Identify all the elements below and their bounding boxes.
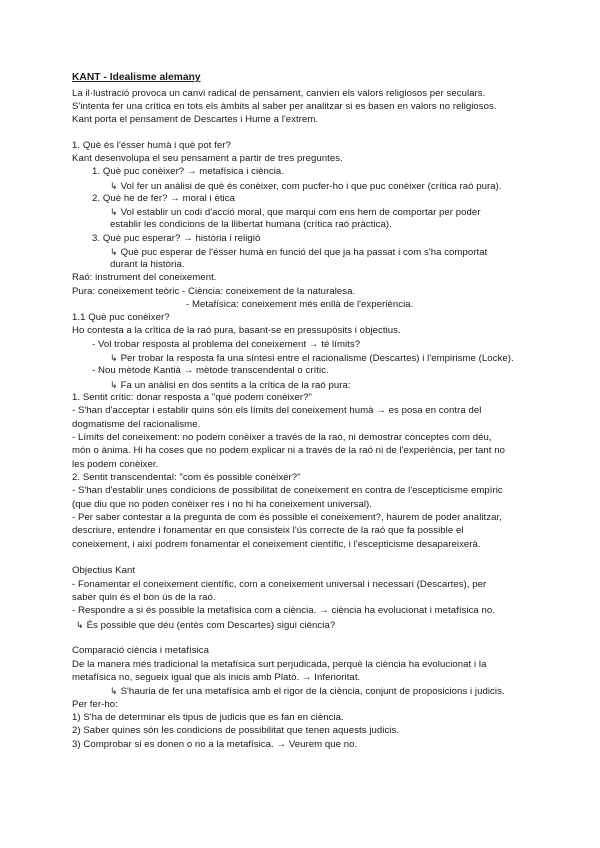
comparison-line-2: metafísica no, segueix igual que als inicis amb Plató. → Inferioritat. bbox=[72, 672, 361, 683]
sub-arrow-icon: ↳ bbox=[110, 380, 118, 390]
comparison-step-2: 2) Saber quines són les condicions de possibilitat que tenen aquests judicis. bbox=[72, 725, 400, 736]
comparison-line-3: ↳ S'hauria de fer una metafísica amb el rigor de la ciència, conjunt de proposicions i judicis. bbox=[110, 686, 505, 697]
section-1-1-lead: Ho contesta a la crítica de la raó pura, basant-se en pressupòsits i objectius. bbox=[72, 325, 401, 336]
document-title: KANT - Idealisme alemany bbox=[72, 72, 201, 83]
comparison-step-3: 3) Comprobar si es donen o no a la metafísica. → Veurem que no. bbox=[72, 739, 358, 750]
question-2: 2. Què he de fer? → moral i ètica bbox=[92, 193, 235, 204]
question-1: 1. Què puc conèixer? → metafísica i ciència. bbox=[92, 166, 285, 177]
sub-arrow-icon: ↳ bbox=[76, 620, 84, 630]
section-1-lead: Kant desenvolupa el seu pensament a partir de tres preguntes. bbox=[72, 153, 343, 164]
intro-line-2: S'intenta fer una crítica en tots els àmbits al saber per analitzar si es basen en valors no religiosos. bbox=[72, 101, 497, 112]
comparison-step-1: 1) S'ha de determinar els tipus de judicis que es fan en ciència. bbox=[72, 712, 344, 723]
sub-arrow-icon: ↳ bbox=[110, 247, 118, 257]
comparison-line-1: De la manera més tradicional la metafísica surt perjudicada, perquè la ciència ha evolucionat i la bbox=[72, 659, 487, 670]
rao-definition: Raó: instrument del coneixement. bbox=[72, 272, 217, 283]
question-3-sub-cont: durant la història. bbox=[110, 259, 185, 270]
comparison-heading: Comparació ciència i metafísica bbox=[72, 645, 209, 656]
question-1-sub: ↳ Vol fer un anàlisi de què és conèixer, com pucfer-ho i que puc conèixer (crítica raó pura). bbox=[110, 181, 502, 192]
bullet-problem: - Vol trobar resposta al problema del coneixement → té límits? bbox=[92, 339, 361, 350]
question-3: 3. Què puc esperar? → història i religió bbox=[92, 233, 261, 244]
objectives-line-1: - Fonamentar el coneixement científic, com a coneixement universal i necessari (Descartes), per bbox=[72, 579, 487, 590]
transcendental-line-2: (que diu que no poden conèixer res i no hi ha coneixement universal). bbox=[72, 499, 372, 510]
metafisica-definition: - Metafísica: coneixement més enllà de l'experiència. bbox=[186, 299, 414, 310]
pura-definition: Pura: coneixement teòric - Ciència: coneixement de la naturalesa. bbox=[72, 286, 356, 297]
objectives-line-4: ↳ És possible que déu (entès com Descartes) sigui ciència? bbox=[76, 620, 336, 631]
objectives-line-3: - Respondre a si és possible la metafísica com a ciència. → ciència ha evolucionat i metafísica no. bbox=[72, 605, 496, 616]
sub-arrow-icon: ↳ bbox=[110, 207, 118, 217]
critical-sense-heading: 1. Sentit crític: donar resposta a "què podem conèixer?" bbox=[72, 392, 312, 403]
bullet-method: - Nou mètode Kantià → mètode transcendental o crític. bbox=[92, 365, 329, 376]
transcendental-line-1: - S'han d'establir unes condicions de possibilitat de coneixement en contra de l'escepticisme empíric bbox=[72, 485, 503, 496]
section-1-heading: 1. Què és l'ésser humà i què pot fer? bbox=[72, 140, 231, 151]
transcendental-line-5: coneixement, i així podrem fonamentar el coneixement científic, i l'escepticisme desapareixerà. bbox=[72, 539, 481, 550]
question-2-sub-cont: establir les condicions de la llibertat humana (crítica raó pràctica). bbox=[110, 219, 392, 230]
critical-line-5: les podem conèixer. bbox=[72, 459, 159, 470]
critical-line-1: - S'han d'acceptar i establir quins són els límits del coneixement humà → es posa en contra del bbox=[72, 405, 482, 416]
question-2-sub: ↳ Vol establir un codi d'acció moral, que marqui com ens hem de comportar per poder bbox=[110, 207, 481, 218]
critical-line-3: - Límits del coneixement: no podem conèixer a través de la raó, ni demostrar conceptes com déu, bbox=[72, 432, 492, 443]
question-3-sub: ↳ Què puc esperar de l'ésser humà en funció del que ja ha passat i com s'ha comportat bbox=[110, 247, 488, 258]
transcendental-line-3: - Per saber contestar a la pregunta de com és possible el coneixement?, haurem de poder analitzar, bbox=[72, 512, 502, 523]
critical-line-2: dogmatisme del racionalisme. bbox=[72, 419, 201, 430]
intro-line-1: La il·lustració provoca un canvi radical de pensament, canvien els valors religiosos per seculars. bbox=[72, 88, 486, 99]
transcendental-sense-heading: 2. Sentit transcendental: "com és possible conèixer?" bbox=[72, 472, 301, 483]
objectives-line-2: saber quin és el bon ús de la raó. bbox=[72, 592, 216, 603]
transcendental-line-4: descriure, entendre i fonamentar en que consisteix l'ús correcte de la raó que fa possible el bbox=[72, 525, 464, 536]
critical-line-4: món o ànima. Hi ha coses que no podem explicar ni a través de la raó ni de l'experiència, per tant no bbox=[72, 445, 505, 456]
comparison-line-4: Per fer-ho: bbox=[72, 699, 118, 710]
sub-arrow-icon: ↳ bbox=[110, 353, 118, 363]
sub-arrow-icon: ↳ bbox=[110, 181, 118, 191]
objectives-heading: Objectius Kant bbox=[72, 565, 136, 576]
intro-line-3: Kant porta el pensament de Descartes i Hume a l'extrem. bbox=[72, 114, 319, 125]
sub-arrow-icon: ↳ bbox=[110, 686, 118, 696]
bullet-method-sub: ↳ Fa un anàlisi en dos sentits a la crítica de la raó pura: bbox=[110, 380, 351, 391]
bullet-problem-sub: ↳ Per trobar la resposta fa una síntesi entre el racionalisme (Descartes) i l'empirisme (Locke). bbox=[110, 353, 514, 364]
section-1-1-heading: 1.1 Què puc conèixer? bbox=[72, 312, 170, 323]
